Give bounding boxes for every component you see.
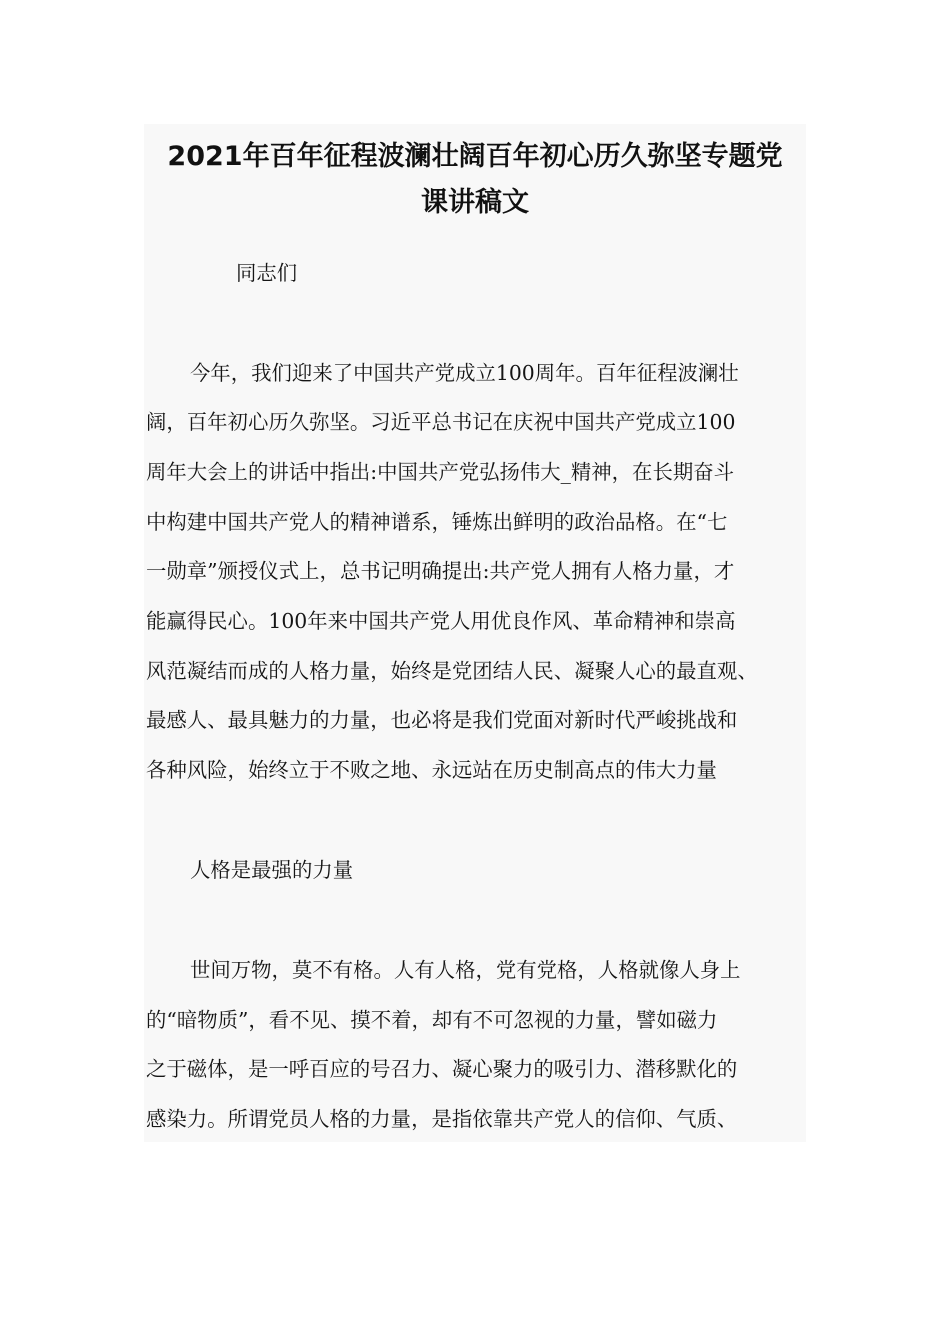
paragraph-1-line-4: 中构建中国共产党人的精神谱系，锤炼出鲜明的政治品格。在“七 [146, 510, 728, 534]
paragraph-2-line-4: 感染力。所谓党员人格的力量，是指依靠共产党人的信仰、气质、 [146, 1107, 738, 1131]
paragraph-1-line-6: 能赢得民心。100年来中国共产党人用优良作风、革命精神和崇高 [146, 609, 736, 633]
paragraph-1-line-2: 阔，百年初心历久弥坚。习近平总书记在庆祝中国共产党成立100 [146, 410, 736, 434]
section-heading: 人格是最强的力量 [190, 858, 354, 882]
paragraph-1-line-3: 周年大会上的讲话中指出:中国共产党弘扬伟大_精神，在长期奋斗 [146, 460, 734, 484]
paragraph-1-line-8: 最感人、最具魅力的力量，也必将是我们党面对新时代严峻挑战和 [146, 708, 738, 732]
paragraph-1-line-1: 今年，我们迎来了中国共产党成立100周年。百年征程波澜壮 [190, 361, 739, 385]
salutation: 同志们 [236, 261, 298, 285]
document-title-line-1: 2021年百年征程波澜壮阔百年初心历久弥坚专题党 [167, 141, 783, 172]
paragraph-1-line-7: 风范凝结而成的人格力量，始终是党团结人民、凝聚人心的最直观、 [146, 659, 758, 683]
document-title-line-2: 课讲稿文 [421, 187, 529, 218]
paragraph-2-line-3: 之于磁体，是一呼百应的号召力、凝心聚力的吸引力、潜移默化的 [146, 1057, 738, 1081]
paragraph-1-line-5: 一勋章”颁授仪式上，总书记明确提出:共产党人拥有人格力量，才 [146, 559, 735, 583]
paragraph-1-line-9: 各种风险，始终立于不败之地、永远站在历史制高点的伟大力量 [146, 758, 717, 782]
paragraph-2-line-1: 世间万物，莫不有格。人有人格，党有党格，人格就像人身上 [190, 958, 741, 982]
paragraph-2-line-2: 的“暗物质”，看不见、摸不着，却有不可忽视的力量，譬如磁力 [146, 1008, 718, 1032]
